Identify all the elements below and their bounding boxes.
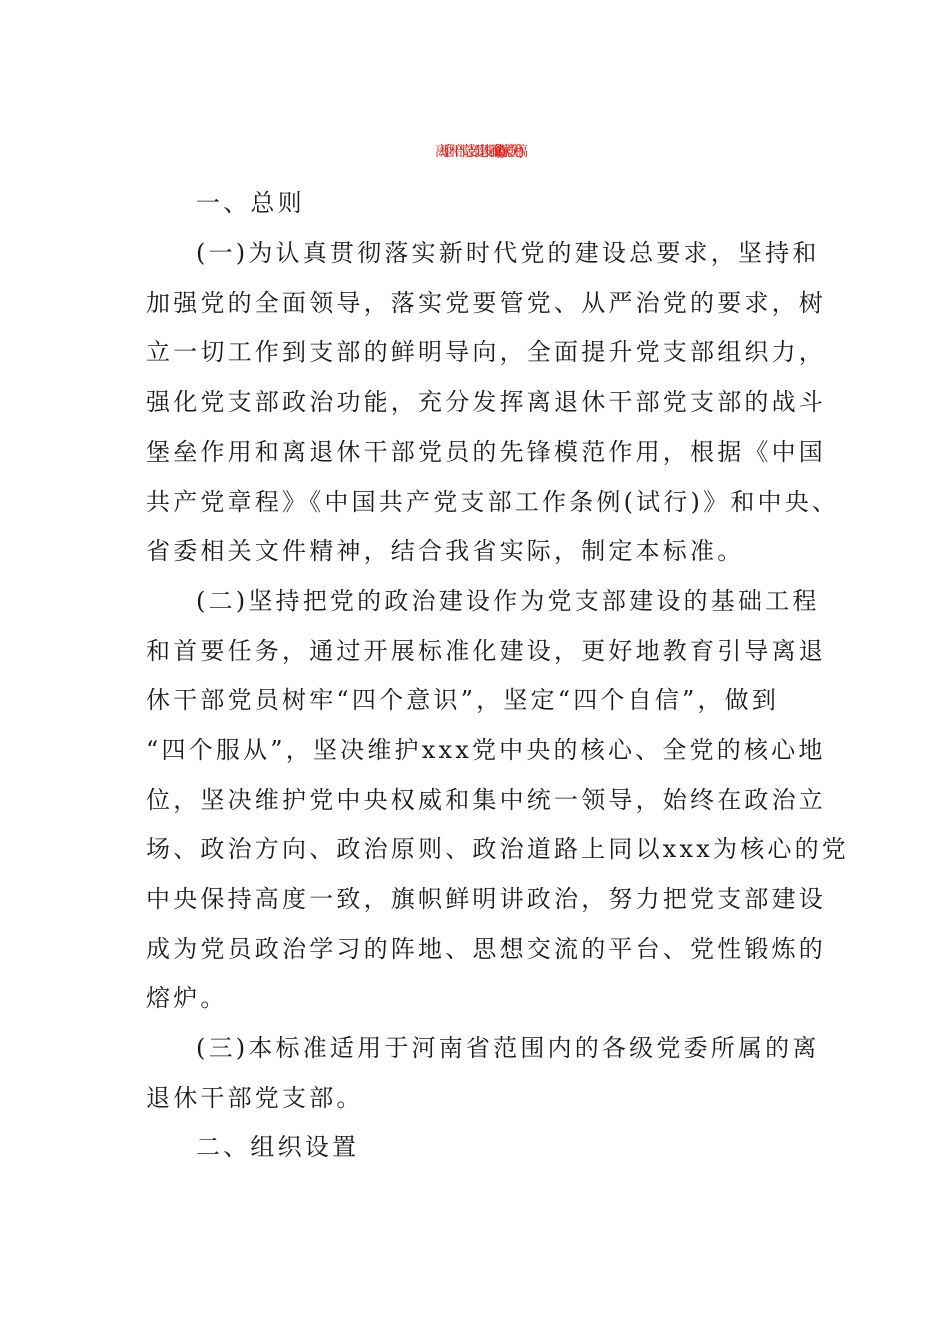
paragraph-line: 成为党员政治学习的阵地、思想交流的平台、党性锻炼的 [146,935,826,963]
paragraph-line: 退休干部党支部。 [146,1084,364,1112]
paragraph-line: 场、政治方向、政治原则、政治道路上同以xxx为核心的党 [146,835,850,863]
paragraph-line: 位，坚决维护党中央权威和集中统一领导，始终在政治立 [146,786,826,814]
section-heading-organization: 二、组织设置 [196,1133,360,1161]
paragraph-line: 休干部党员树牢“四个意识”，坚定“四个自信”，做到 [146,686,780,714]
paragraph-line: (三)本标准适用于河南省范围内的各级党委所属的离 [196,1034,820,1062]
paragraph-line: 省委相关文件精神，结合我省实际，制定本标准。 [146,537,745,565]
paragraph-line: 中央保持高度一致，旗帜鲜明讲政治，努力把党支部建设 [146,885,826,913]
paragraph-line: 立一切工作到支部的鲜明导向，全面提升党支部组织力， [146,338,826,366]
paragraph-line: 和首要任务，通过开展标准化建设，更好地教育引导离退 [146,637,826,665]
paragraph-line: “四个服从”，坚决维护xxx党中央的核心、全党的核心地 [146,736,826,764]
document-title: 离退休干部党支部建设标准(试行)(征求意见稿) [434,144,516,160]
paragraph-line: (二)坚持把党的政治建设作为党支部建设的基础工程 [196,587,820,615]
paragraph-line: 堡垒作用和离退休干部党员的先锋模范作用，根据《中国 [146,438,826,466]
paragraph-line: 强化党支部政治功能，充分发挥离退休干部党支部的战斗 [146,388,826,416]
section-heading-general: 一、总则 [196,189,305,217]
paragraph-line: 共产党章程》《中国共产党支部工作条例(试行)》和中央、 [146,488,840,516]
paragraph-line: 熔炉。 [146,984,228,1012]
paragraph-line: (一)为认真贯彻落实新时代党的建设总要求，坚持和 [196,239,820,267]
paragraph-line: 加强党的全面领导，落实党要管党、从严治党的要求，树 [146,289,826,317]
